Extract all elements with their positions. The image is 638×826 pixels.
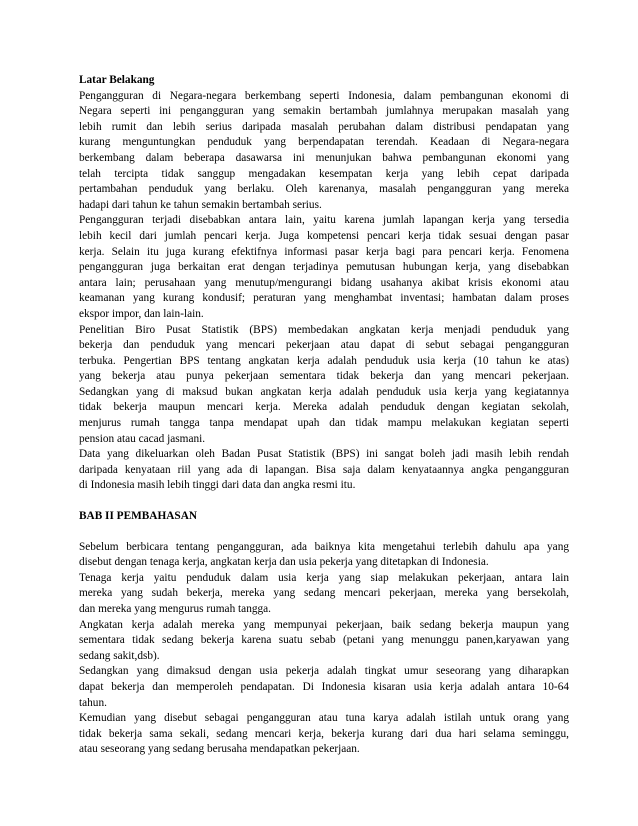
text-line: lebih kecil dari jumlah pencari kerja. Juga kompetensi pencari kerja tidak sesuai dengan pasar <box>79 229 569 242</box>
text-line: Tenaga kerja yaitu penduduk dalam usia kerja yang siap melakukan pekerjaan, antara lain <box>79 571 569 584</box>
text-line: Sedangkan yang di maksud bukan angkatan kerja adalah penduduk usia kerja yang kegiatannya <box>79 385 569 398</box>
text-line: Pengangguran terjadi disebabkan antara lain, yaitu karena jumlah lapangan kerja yang tersedia <box>79 214 569 227</box>
section-title-latar-belakang: Latar Belakang <box>79 74 155 86</box>
paragraph <box>79 540 569 571</box>
text-line: tidak bekerja maupun mencari kerja. Mereka adalah penduduk dengan kegiatan sekolah, <box>79 401 569 414</box>
paragraph <box>79 447 569 494</box>
document-page <box>79 73 569 758</box>
text-line: Sebelum berbicara tentang pengangguran, ada baiknya kita mengetahui terlebih dahulu apa yang <box>79 540 569 553</box>
text-line: ekspor impor, dan lain-lain. <box>79 307 204 320</box>
text-line: yang bekerja atau punya pekerjaan sementara tidak bekerja dan yang mencari pekerjaan. <box>79 370 569 383</box>
text-line: atau seseorang yang sedang berusaha mendapatkan pekerjaan. <box>79 743 360 756</box>
text-line: tahun. <box>79 696 107 709</box>
text-line: sedang sakit,dsb). <box>79 649 160 662</box>
text-line: terbuka. Pengertian BPS tentang angkatan kerja adalah penduduk usia kerja (10 tahun ke atas) <box>79 354 569 367</box>
text-line: berkembang dalam beberapa dasawarsa ini menunjukan bahwa pembangunan ekonomi yang <box>79 151 569 164</box>
text-line: Pengangguran di Negara-negara berkembang seperti Indonesia, dalam pembangunan ekonomi di <box>79 89 569 102</box>
text-line: hadapi dari tahun ke tahun semakin bertambah serius. <box>79 198 322 211</box>
text-line: telah tercipta tidak sanggup mengadakan kesempatan kerja yang lebih cepat daripada <box>79 167 569 180</box>
text-line: kerja. Selain itu juga kurang efektifnya informasi pasar kerja bagi para pencari kerja. Fenomena <box>79 245 569 258</box>
text-line: tidak bekerja sama sekali, sedang mencari kerja, bekerja kurang dari dua hari selama seminggu, <box>79 727 569 740</box>
text-line: Penelitian Biro Pusat Statistik (BPS) membedakan angkatan kerja menjadi penduduk yang <box>79 323 569 336</box>
text-line: Kemudian yang disebut sebagai pengangguran atau tuna karya adalah istilah untuk orang yang <box>79 712 569 725</box>
text-line: sementara tidak sedang bekerja karena suatu sebab (petani yang menunggu panen,karyawan yang <box>79 634 569 647</box>
paragraph <box>79 664 569 711</box>
text-line: Sedangkan yang dimaksud dengan usia pekerja adalah tingkat umur seseorang yang diharapkan <box>79 665 569 678</box>
paragraph <box>79 618 569 665</box>
text-line: pension atau cacad jasmani. <box>79 432 206 445</box>
text-line: dapat bekerja dan memperoleh pendapatan. Di Indonesia kisaran usia kerja adalah antara 10-64 <box>79 680 569 693</box>
spacer <box>79 525 569 540</box>
paragraph <box>79 89 569 214</box>
paragraph <box>79 323 569 448</box>
section-title-bab-ii: BAB II PEMBAHASAN <box>79 510 198 523</box>
text-line: Angkatan kerja adalah mereka yang mempunyai pekerjaan, baik sedang bekerja maupun yang <box>79 618 569 631</box>
text-line: Negara seperti ini pengangguran yang semakin bertambah jumlahnya merupakan masalah yang <box>79 105 569 118</box>
text-line: kurang menguntungkan penduduk yang berpendapatan terendah. Keadaan di Negara-negara <box>79 136 569 149</box>
spacer <box>79 494 569 509</box>
text-line: daripada kenyataan riil yang ada di lapangan. Bisa saja dalam kenyataannya angka pengangguran <box>79 463 569 476</box>
text-line: antara lain; perusahaan yang menutup/mengurangi bidang usahanya akibat krisis ekonomi atau <box>79 276 569 289</box>
text-line: bekerja dan penduduk yang mencari pekerjaan atau dapat di sebut sebagai pengangguran <box>79 339 569 352</box>
text-line: dan mereka yang mengurus rumah tangga. <box>79 603 271 615</box>
text-line: pengangguran juga berkaitan erat dengan terjadinya pemutusan hubungan kerja, yang disebabkan <box>79 261 569 274</box>
text-line: menjurus rumah tangga tanpa mendapat upah dan tidak mampu melakukan kegiatan seperti <box>79 417 569 430</box>
paragraph <box>79 213 569 322</box>
text-line: pertambahan penduduk yang berlaku. Oleh karenanya, masalah pengangguran yang mereka <box>79 183 569 196</box>
text-line: keamanan yang kurang kondusif; peraturan yang menghambat inventasi; hambatan dalam proses <box>79 292 569 305</box>
paragraph <box>79 711 569 758</box>
text-line: Data yang dikeluarkan oleh Badan Pusat Statistik (BPS) ini sangat boleh jadi masih lebih rendah <box>79 448 569 461</box>
text-line: disebut dengan tenaga kerja, angkatan kerja dan usia pekerja yang ditetapkan di Indonesia. <box>79 556 489 569</box>
text-line: mereka yang sudah bekerja, mereka yang sedang mencari pekerjaan, mereka yang bersekolah, <box>79 587 569 600</box>
text-line: di Indonesia masih lebih tinggi dari data dan angka resmi itu. <box>79 479 356 492</box>
paragraph <box>79 571 569 618</box>
text-line: lebih rumit dan lebih serius daripada masalah perubahan dalam distribusi pendapatan yang <box>79 120 569 133</box>
